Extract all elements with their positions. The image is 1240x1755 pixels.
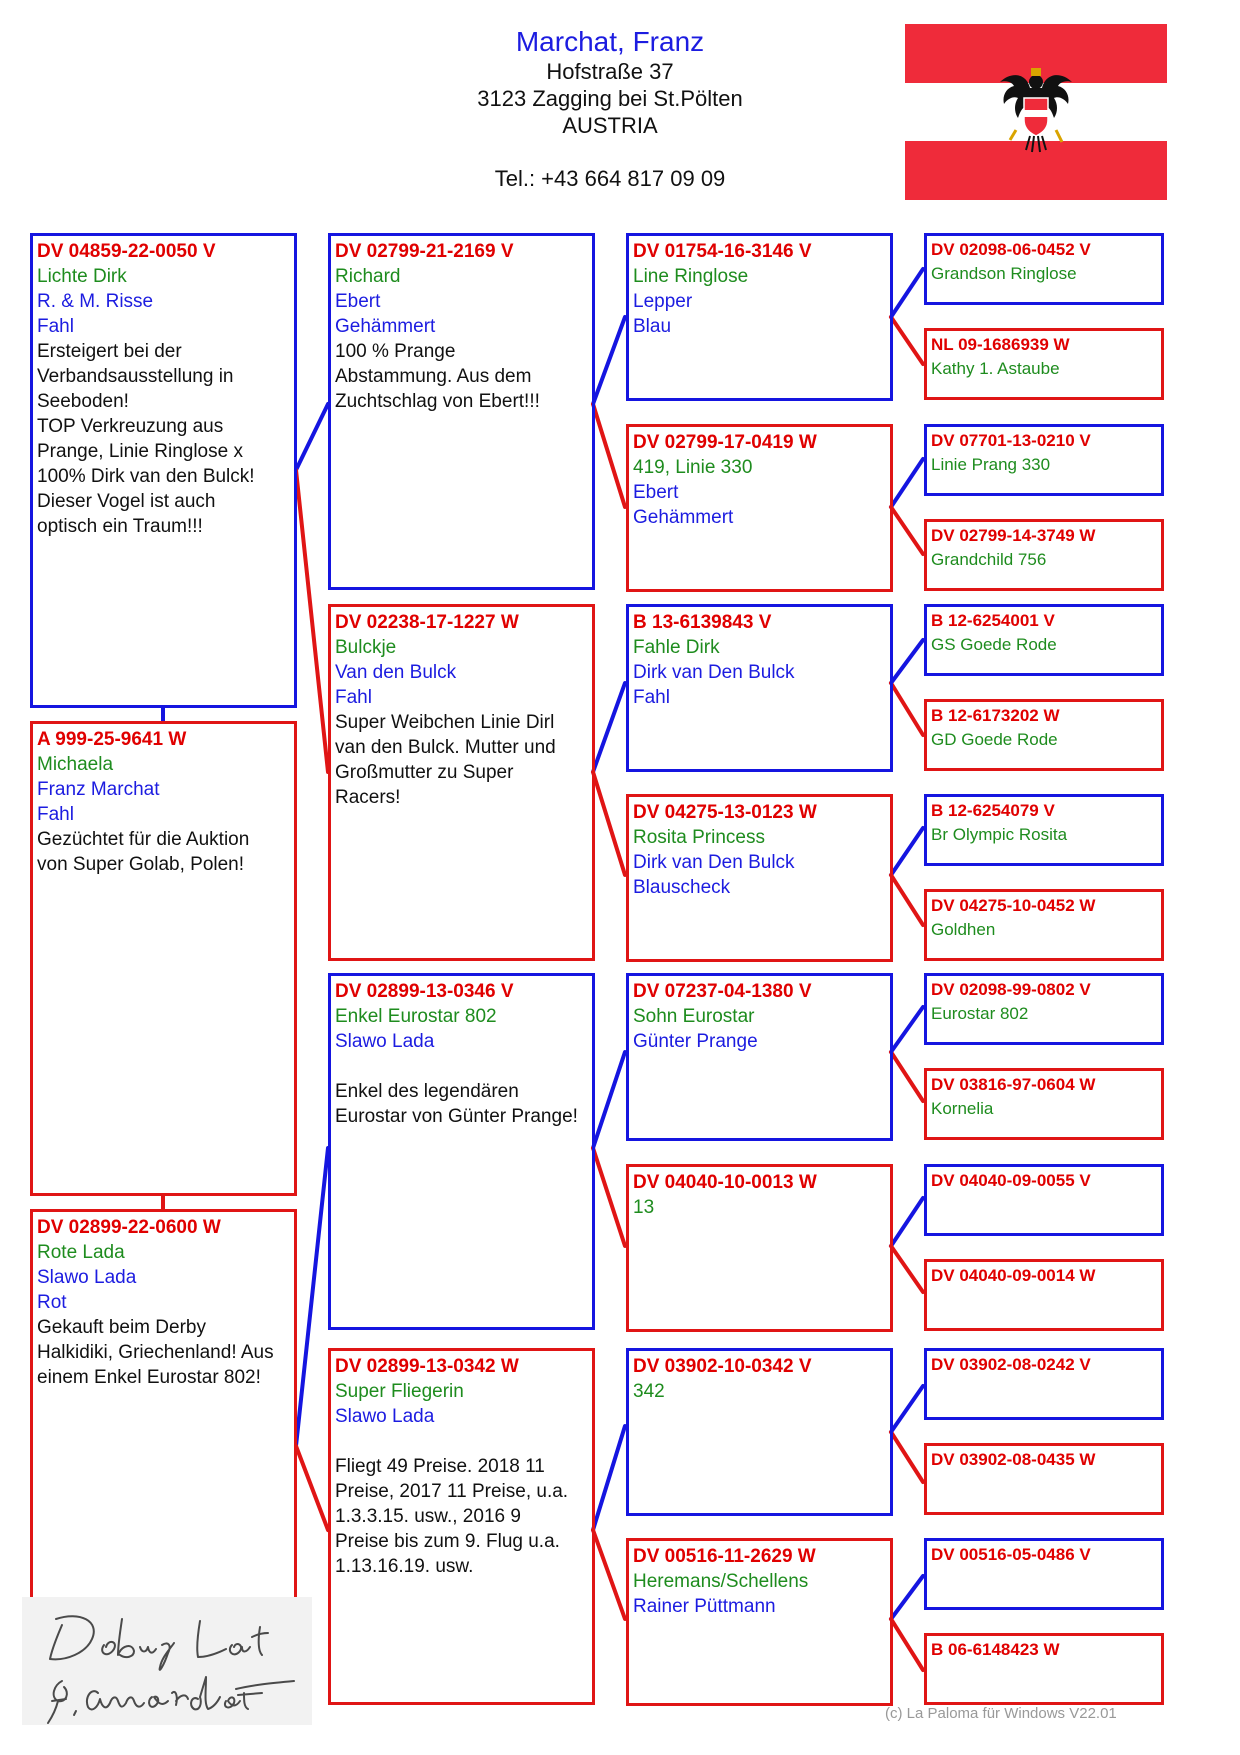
pigeon-name: Lichte Dirk <box>37 266 127 287</box>
pigeon-color: Fahl <box>633 687 670 708</box>
ring-number: DV 04040-09-0014 W <box>931 1266 1096 1285</box>
pigeon-name: 13 <box>633 1197 655 1218</box>
ring-number: B 06-6148423 W <box>931 1640 1060 1659</box>
ring-number: DV 02899-13-0342 W <box>335 1356 519 1377</box>
pigeon-card-sire[interactable] <box>328 233 595 590</box>
ring-number: DV 00516-11-2629 W <box>633 1546 816 1567</box>
pigeon-card-gen4[interactable] <box>924 604 1164 676</box>
pigeon-name: Linie Prang 330 <box>931 455 1051 474</box>
pigeon-card-sibling[interactable] <box>30 1209 297 1609</box>
pigeon-color: Rot <box>37 1292 67 1313</box>
pigeon-card-gen3[interactable] <box>626 1164 893 1332</box>
ring-number: DV 03902-08-0435 W <box>931 1450 1096 1469</box>
pigeon-card-dam[interactable] <box>328 604 595 961</box>
pigeon-owner: Dirk van Den Bulck <box>633 852 795 873</box>
pigeon-name: Richard <box>335 266 401 287</box>
ring-number: DV 02098-99-0802 V <box>931 980 1091 999</box>
pigeon-name: Rosita Princess <box>633 827 765 848</box>
pigeon-card-gen3[interactable] <box>626 973 893 1141</box>
pigeon-color: Fahl <box>335 687 372 708</box>
pigeon-owner: R. & M. Risse <box>37 291 154 312</box>
pigeon-card-gen4[interactable] <box>924 1633 1164 1705</box>
pigeon-color: Blauscheck <box>633 877 731 898</box>
pigeon-card-sibling[interactable] <box>30 721 297 1196</box>
ring-number: DV 00516-05-0486 V <box>931 1545 1091 1564</box>
ring-number: B 13-6139843 V <box>633 612 772 633</box>
pigeon-card-gen3[interactable] <box>626 1538 893 1706</box>
ring-number: DV 04040-09-0055 V <box>931 1171 1091 1190</box>
pigeon-owner: Rainer Püttmann <box>633 1596 776 1617</box>
ring-number: DV 02899-22-0600 W <box>37 1217 221 1238</box>
pigeon-name: GS Goede Rode <box>931 635 1057 654</box>
ring-number: DV 02899-13-0346 V <box>335 981 514 1002</box>
pigeon-card-gen3[interactable] <box>626 424 893 592</box>
pigeon-card-gen4[interactable] <box>924 1348 1164 1420</box>
ring-number: DV 04859-22-0050 V <box>37 241 216 262</box>
ring-number: DV 04040-10-0013 W <box>633 1172 817 1193</box>
pigeon-name: Eurostar 802 <box>931 1004 1029 1023</box>
pigeon-note: 100 % Prange Abstammung. Aus dem Zuchtschlag von Ebert!!! <box>335 341 540 412</box>
pigeon-name: Enkel Eurostar 802 <box>335 1006 497 1027</box>
pigeon-owner: Lepper <box>633 291 693 312</box>
pigeon-name: 419, Linie 330 <box>633 457 753 478</box>
pigeon-owner: Slawo Lada <box>335 1406 435 1427</box>
ring-number: B 12-6173202 W <box>931 706 1060 725</box>
pigeon-card-subject[interactable] <box>30 233 297 708</box>
pigeon-name: Michaela <box>37 754 114 775</box>
pigeon-card-gen4[interactable] <box>924 973 1164 1045</box>
pigeon-card-sire[interactable] <box>328 973 595 1330</box>
pigeon-color: Gehämmert <box>335 316 436 337</box>
ring-number: DV 02799-21-2169 V <box>335 241 514 262</box>
ring-number: DV 03902-08-0242 V <box>931 1355 1091 1374</box>
ring-number: B 12-6254001 V <box>931 611 1055 630</box>
breeder-city: 3123 Zagging bei St.Pölten <box>477 86 743 111</box>
pigeon-owner: Slawo Lada <box>335 1031 435 1052</box>
pigeon-name: GD Goede Rode <box>931 730 1058 749</box>
ring-number: A 999-25-9641 W <box>37 729 187 750</box>
ring-number: DV 02799-17-0419 W <box>633 432 817 453</box>
pigeon-color: Fahl <box>37 804 74 825</box>
pigeon-name: Rote Lada <box>37 1242 125 1263</box>
ring-number: DV 02238-17-1227 W <box>335 612 519 633</box>
pigeon-note: Ersteigert bei der Verbandsausstellung in Seeboden! TOP Verkreuzung aus Prange, Linie Ringlose x 100% Dirk van den Bulck! Dieser Vogel ist auch optisch ein Traum!!! <box>37 341 255 537</box>
pigeon-owner: Ebert <box>633 482 679 503</box>
pigeon-card-gen4[interactable] <box>924 1068 1164 1140</box>
copyright-notice: (c) La Paloma für Windows V22.01 <box>885 1705 1117 1722</box>
ring-number: DV 07701-13-0210 V <box>931 431 1091 450</box>
pigeon-name: Grandchild 756 <box>931 550 1047 569</box>
pigeon-note: Gezüchtet für die Auktion von Super Golab, Polen! <box>37 829 250 875</box>
pigeon-owner: Franz Marchat <box>37 779 160 800</box>
pigeon-card-gen4[interactable] <box>924 794 1164 866</box>
pigeon-card-gen4[interactable] <box>924 424 1164 496</box>
pigeon-card-gen4[interactable] <box>924 1443 1164 1515</box>
pigeon-card-gen3[interactable] <box>626 1348 893 1516</box>
pigeon-name: 342 <box>633 1381 665 1402</box>
pigeon-name: Kornelia <box>931 1099 994 1118</box>
pigeon-card-gen4[interactable] <box>924 233 1164 305</box>
pigeon-card-gen3[interactable] <box>626 233 893 401</box>
pigeon-card-gen4[interactable] <box>924 699 1164 771</box>
ring-number: DV 03902-10-0342 V <box>633 1356 812 1377</box>
pigeon-name: Heremans/Schellens <box>633 1571 809 1592</box>
pigeon-owner: Van den Bulck <box>335 662 457 683</box>
pigeon-note: Super Weibchen Linie Dirl van den Bulck. Mutter und Großmutter zu Super Racers! <box>335 712 556 808</box>
pigeon-name: Goldhen <box>931 920 996 939</box>
breeder-name: Marchat, Franz <box>515 26 705 57</box>
pigeon-card-gen4[interactable] <box>924 1164 1164 1236</box>
pigeon-name: Grandson Ringlose <box>931 264 1077 283</box>
pigeon-card-gen4[interactable] <box>924 1259 1164 1331</box>
pigeon-name: Br Olympic Rosita <box>931 825 1068 844</box>
pigeon-owner: Slawo Lada <box>37 1267 137 1288</box>
pigeon-card-gen4[interactable] <box>924 889 1164 961</box>
ring-number: DV 04275-13-0123 W <box>633 802 817 823</box>
pigeon-name: Sohn Eurostar <box>633 1006 755 1027</box>
ring-number: DV 04275-10-0452 W <box>931 896 1096 915</box>
pigeon-name: Fahle Dirk <box>633 637 720 658</box>
pigeon-note: Fliegt 49 Preise. 2018 11 Preise, 2017 11 Preise, u.a. 1.3.3.15. usw., 2016 9 Preise bis zum 9. Flug u.a. 1.13.16.19. usw. <box>335 1456 569 1577</box>
pigeon-card-dam[interactable] <box>328 1348 595 1705</box>
ring-number: DV 02098-06-0452 V <box>931 240 1091 259</box>
pigeon-color: Fahl <box>37 316 74 337</box>
pigeon-note: Enkel des legendären Eurostar von Günter Prange! <box>335 1081 578 1127</box>
breeder-street: Hofstraße 37 <box>546 59 674 84</box>
pigeon-color: Blau <box>633 316 672 337</box>
pigeon-owner: Ebert <box>335 291 381 312</box>
pigeon-note: Gekauft beim Derby Halkidiki, Griechenland! Aus einem Enkel Eurostar 802! <box>37 1317 274 1388</box>
handwritten-signature <box>22 1597 312 1725</box>
pigeon-card-gen4[interactable] <box>924 519 1164 591</box>
pigeon-owner: Günter Prange <box>633 1031 758 1052</box>
pigeon-name: Kathy 1. Astaube <box>931 359 1060 378</box>
pigeon-name: Bulckje <box>335 637 397 658</box>
ring-number: DV 03816-97-0604 W <box>931 1075 1096 1094</box>
ring-number: B 12-6254079 V <box>931 801 1055 820</box>
ring-number: DV 02799-14-3749 W <box>931 526 1096 545</box>
pigeon-card-gen3[interactable] <box>626 604 893 772</box>
ring-number: NL 09-1686939 W <box>931 335 1070 354</box>
breeder-country: AUSTRIA <box>562 113 658 138</box>
breeder-phone: Tel.: +43 664 817 09 09 <box>494 166 726 191</box>
pigeon-card-gen3[interactable] <box>626 794 893 962</box>
pigeon-color: Gehämmert <box>633 507 734 528</box>
pigeon-name: Line Ringlose <box>633 266 749 287</box>
pigeon-card-gen4[interactable] <box>924 1538 1164 1610</box>
pigeon-owner: Dirk van Den Bulck <box>633 662 795 683</box>
pigeon-card-gen4[interactable] <box>924 328 1164 400</box>
pigeon-name: Super Fliegerin <box>335 1381 464 1402</box>
ring-number: DV 07237-04-1380 V <box>633 981 812 1002</box>
ring-number: DV 01754-16-3146 V <box>633 241 812 262</box>
